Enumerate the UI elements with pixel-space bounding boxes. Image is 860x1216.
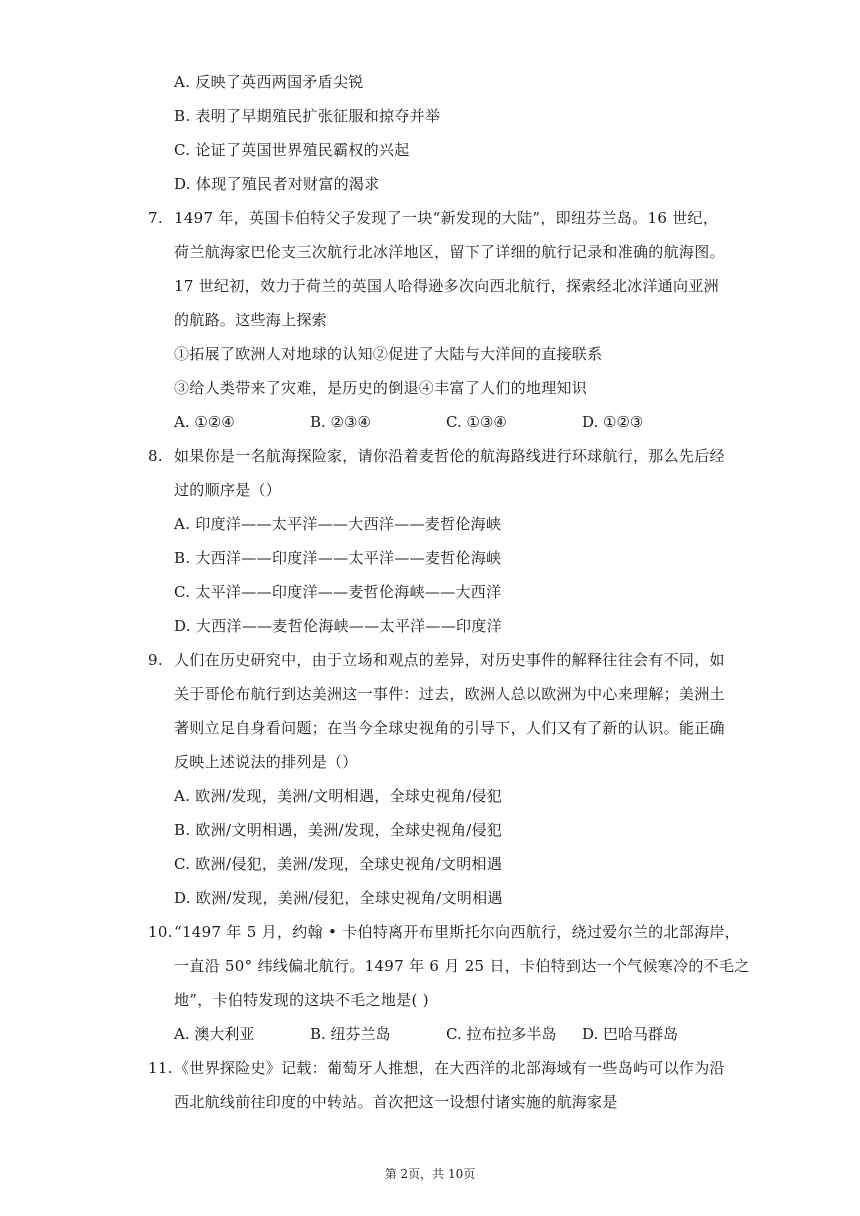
q7-option-a: A. ①②④	[174, 413, 235, 431]
q8-option-c: C. 太平洋——印度洋——麦哲伦海峡——大西洋	[174, 583, 502, 601]
q9-text-line-4: 反映上述说法的排列是（）	[174, 753, 358, 771]
q7-option-c: C. ①③④	[446, 413, 507, 431]
q8-option-d: D. 大西洋——麦哲伦海峡——太平洋——印度洋	[174, 617, 502, 635]
q8-text-line-2: 过的顺序是（）	[174, 481, 282, 499]
q9-option-c: C. 欧洲/侵犯，美洲/发现，全球史视角/文明相遇	[174, 855, 503, 873]
q10-text-line-2: 一直沿 50° 纬线偏北航行。1497 年 6 月 25 日，卡伯特到达一个气候寒冷的不毛之	[174, 957, 750, 975]
q9-option-d: D. 欧洲/发现，美洲/侵犯，全球史视角/文明相遇	[174, 889, 503, 907]
q7-text-line-3: 17 世纪初，效力于荷兰的英国人哈得逊多次向西北航行，探索经北冰洋通向亚洲	[174, 277, 719, 295]
q7-text-line-4: 的航路。这些海上探索	[174, 311, 328, 329]
q10-option-a: A. 澳大利亚	[174, 1025, 255, 1043]
q9-text-line-2: 关于哥伦布航行到达美洲这一事件：过去，欧洲人总以欧洲为中心来理解；美洲土	[174, 685, 725, 703]
q10-option-b: B. 纽芬兰岛	[310, 1025, 391, 1043]
q9-option-b: B. 欧洲/文明相遇，美洲/发现，全球史视角/侵犯	[174, 821, 503, 839]
q9-text-line-3: 著则立足自身看问题；在当今全球史视角的引导下，人们又有了新的认识。能正确	[174, 719, 725, 737]
q6-option-b: B. 表明了早期殖民扩张征服和掠夺并举	[174, 107, 441, 125]
page-footer: 第 2页，共 10页	[384, 1167, 476, 1181]
q8-option-b: B. 大西洋——印度洋——太平洋——麦哲伦海峡	[174, 549, 502, 567]
q7-text-line-1: 1497 年，英国卡伯特父子发现了一块“新发现的大陆”，即纽芬兰岛。16 世纪，	[174, 209, 719, 227]
q7-option-d: D. ①②③	[582, 413, 644, 431]
q10-option-c: C. 拉布拉多半岛	[446, 1025, 557, 1043]
q7-number: 7.	[148, 209, 163, 227]
q6-option-a: A. 反映了英西两国矛盾尖锐	[174, 73, 364, 91]
q10-number: 10.	[148, 923, 173, 941]
q11-number: 11.	[148, 1059, 173, 1077]
q9-option-a: A. 欧洲/发现，美洲/文明相遇，全球史视角/侵犯	[174, 787, 503, 805]
q10-text-line-1: “1497 年 5 月，约翰 • 卡伯特离开布里斯托尔向西航行，绕过爱尔兰的北部海岸，	[174, 923, 740, 941]
q10-text-line-3: 地”，卡伯特发现的这块不毛之地是( )	[174, 991, 429, 1009]
q7-text-line-2: 荷兰航海家巴伦支三次航行北冰洋地区，留下了详细的航行记录和准确的航海图。	[174, 243, 725, 261]
q8-number: 8.	[148, 447, 163, 465]
q7-statement-1: ①拓展了欧洲人对地球的认知②促进了大陆与大洋间的直接联系	[174, 345, 603, 363]
q6-option-d: D. 体现了殖民者对财富的渴求	[174, 175, 380, 193]
q9-number: 9.	[148, 651, 163, 669]
q7-statement-2: ③给人类带来了灾难，是历史的倒退④丰富了人们的地理知识	[174, 379, 588, 397]
q11-text-line-1: 《世界探险史》记载：葡萄牙人推想，在大西洋的北部海域有一些岛屿可以作为沿	[174, 1059, 725, 1077]
q6-option-c: C. 论证了英国世界殖民霸权的兴起	[174, 141, 410, 159]
q7-option-b: B. ②③④	[310, 413, 371, 431]
q8-text-line-1: 如果你是一名航海探险家，请你沿着麦哲伦的航海路线进行环球航行，那么先后经	[174, 447, 725, 465]
q10-option-d: D. 巴哈马群岛	[582, 1025, 679, 1043]
q8-option-a: A. 印度洋——太平洋——大西洋——麦哲伦海峡	[174, 515, 502, 533]
q11-text-line-2: 西北航线前往印度的中转站。首次把这一设想付诸实施的航海家是	[174, 1093, 618, 1111]
q9-text-line-1: 人们在历史研究中，由于立场和观点的差异，对历史事件的解释往往会有不同，如	[174, 651, 725, 669]
